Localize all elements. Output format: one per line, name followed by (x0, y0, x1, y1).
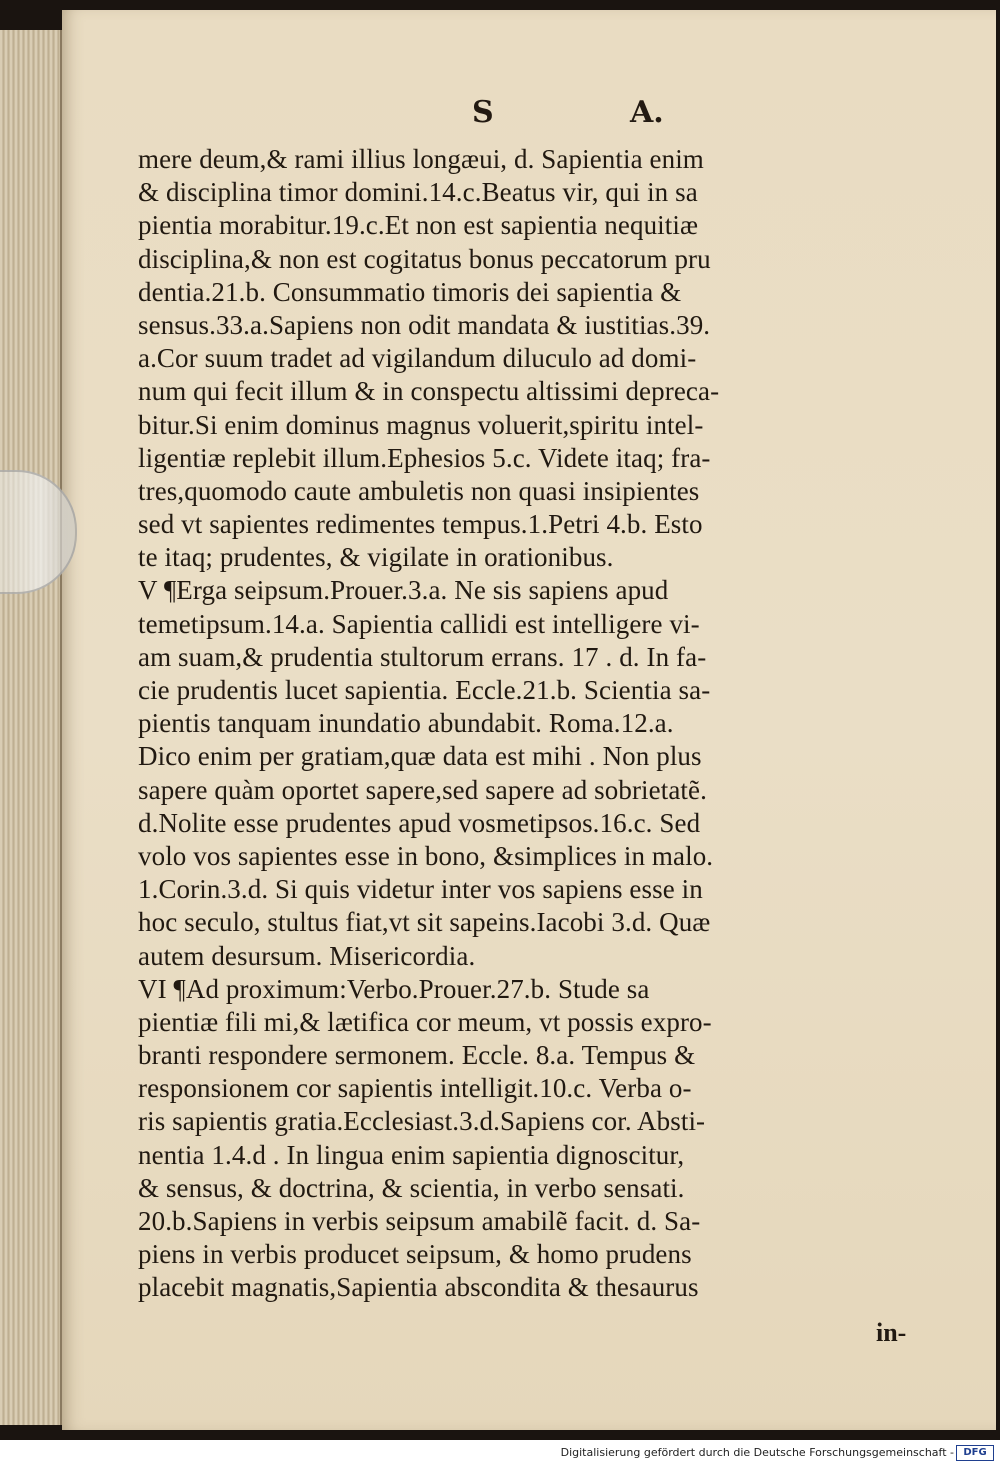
footer-bar (0, 1440, 1000, 1468)
text-line: & sensus, & doctrina, & scientia, in verbo sensati. (138, 1172, 685, 1203)
book-page-edges (0, 30, 62, 1425)
text-line: branti respondere sermonem. Eccle. 8.a. Tempus & (138, 1040, 696, 1071)
text-line: autem desursum. Misericordia. (138, 940, 476, 971)
digitization-credit: Digitalisierung gefördert durch die Deutsche Forschungsgemeinschaft - (560, 1446, 954, 1459)
text-line: & disciplina timor domini.14.c.Beatus vir, qui in sa (138, 177, 698, 208)
text-line: VI ¶Ad proximum:Verbo.Prouer.27.b. Stude sa (138, 973, 650, 1004)
dfg-logo: DFG (956, 1445, 994, 1461)
header-letter-right: A. (630, 95, 664, 130)
text-line: Dico enim per gratiam,quæ data est mihi . Non plus (138, 741, 702, 772)
text-line: te itaq; prudentes, & vigilate in orationibus. (138, 542, 614, 573)
text-line: ligentiæ replebit illum.Ephesios 5.c. Videte itaq; fra- (138, 442, 711, 473)
text-line: placebit magnatis,Sapientia abscondita & thesaurus (138, 1272, 699, 1303)
text-line: 20.b.Sapiens in verbis seipsum amabilẽ facit. d. Sa- (138, 1206, 701, 1236)
text-line: sapere quàm oportet sapere,sed sapere ad sobrietatẽ. (138, 774, 707, 805)
text-line: sed vt sapientes redimentes tempus.1.Petri 4.b. Esto (138, 509, 703, 540)
text-line: bitur.Si enim dominus magnus voluerit,spiritu intel- (138, 409, 704, 440)
text-line: disciplina,& non est cogitatus bonus peccatorum pru (138, 243, 711, 274)
text-line: mere deum,& rami illius longæui, d. Sapientia enim (138, 144, 704, 174)
text-line: num qui fecit illum & in conspectu altissimi depreca- (138, 376, 720, 407)
text-line: pientiæ fili mi,& lætifica cor meum, vt possis expro- (138, 1006, 712, 1037)
text-line: d.Nolite esse prudentes apud vosmetipsos.16.c. Sed (138, 807, 701, 838)
text-line: cie prudentis lucet sapientia. Eccle.21.b. Scientia sa- (138, 675, 711, 705)
text-line: piens in verbis producet seipsum, & homo prudens (138, 1239, 692, 1270)
text-line: nentia 1.4.d . In lingua enim sapientia dignoscitur, (138, 1139, 685, 1170)
text-line: am suam,& prudentia stultorum errans. 17 . d. In fa- (138, 641, 707, 672)
text-line: a.Cor suum tradet ad vigilandum diluculo ad domi- (138, 343, 697, 374)
text-line: pientis tanquam inundatio abundabit. Roma.12.a. (138, 708, 674, 739)
text-line: tres,quomodo caute ambuletis non quasi insipientes (138, 475, 700, 506)
text-line: hoc seculo, stultus fiat,vt sit sapeins.Iacobi 3.d. Quæ (138, 907, 711, 938)
text-line: volo vos sapientes esse in bono, &simplices in malo. (138, 840, 714, 871)
catchword: in- (876, 1318, 907, 1347)
text-line: V ¶Erga seipsum.Prouer.3.a. Ne sis sapiens apud (138, 575, 669, 606)
text-line: ris sapientis gratia.Ecclesiast.3.d.Sapiens cor. Absti- (138, 1106, 706, 1137)
text-line: responsionem cor sapientis intelligit.10.c. Verba o- (138, 1073, 692, 1104)
text-line: 1.Corin.3.d. Si quis videtur inter vos sapiens esse in (138, 874, 703, 905)
text-line: dentia.21.b. Consummatio timoris dei sapientia & (138, 276, 682, 307)
body-text (138, 143, 958, 1305)
text-line: temetipsum.14.a. Sapientia callidi est intelligere vi- (138, 608, 700, 639)
header-letter-left: S (472, 95, 494, 130)
text-line: sensus.33.a.Sapiens non odit mandata & iustitias.39. (138, 309, 711, 340)
text-line: pientia morabitur.19.c.Et non est sapientia nequitiæ (138, 210, 699, 241)
